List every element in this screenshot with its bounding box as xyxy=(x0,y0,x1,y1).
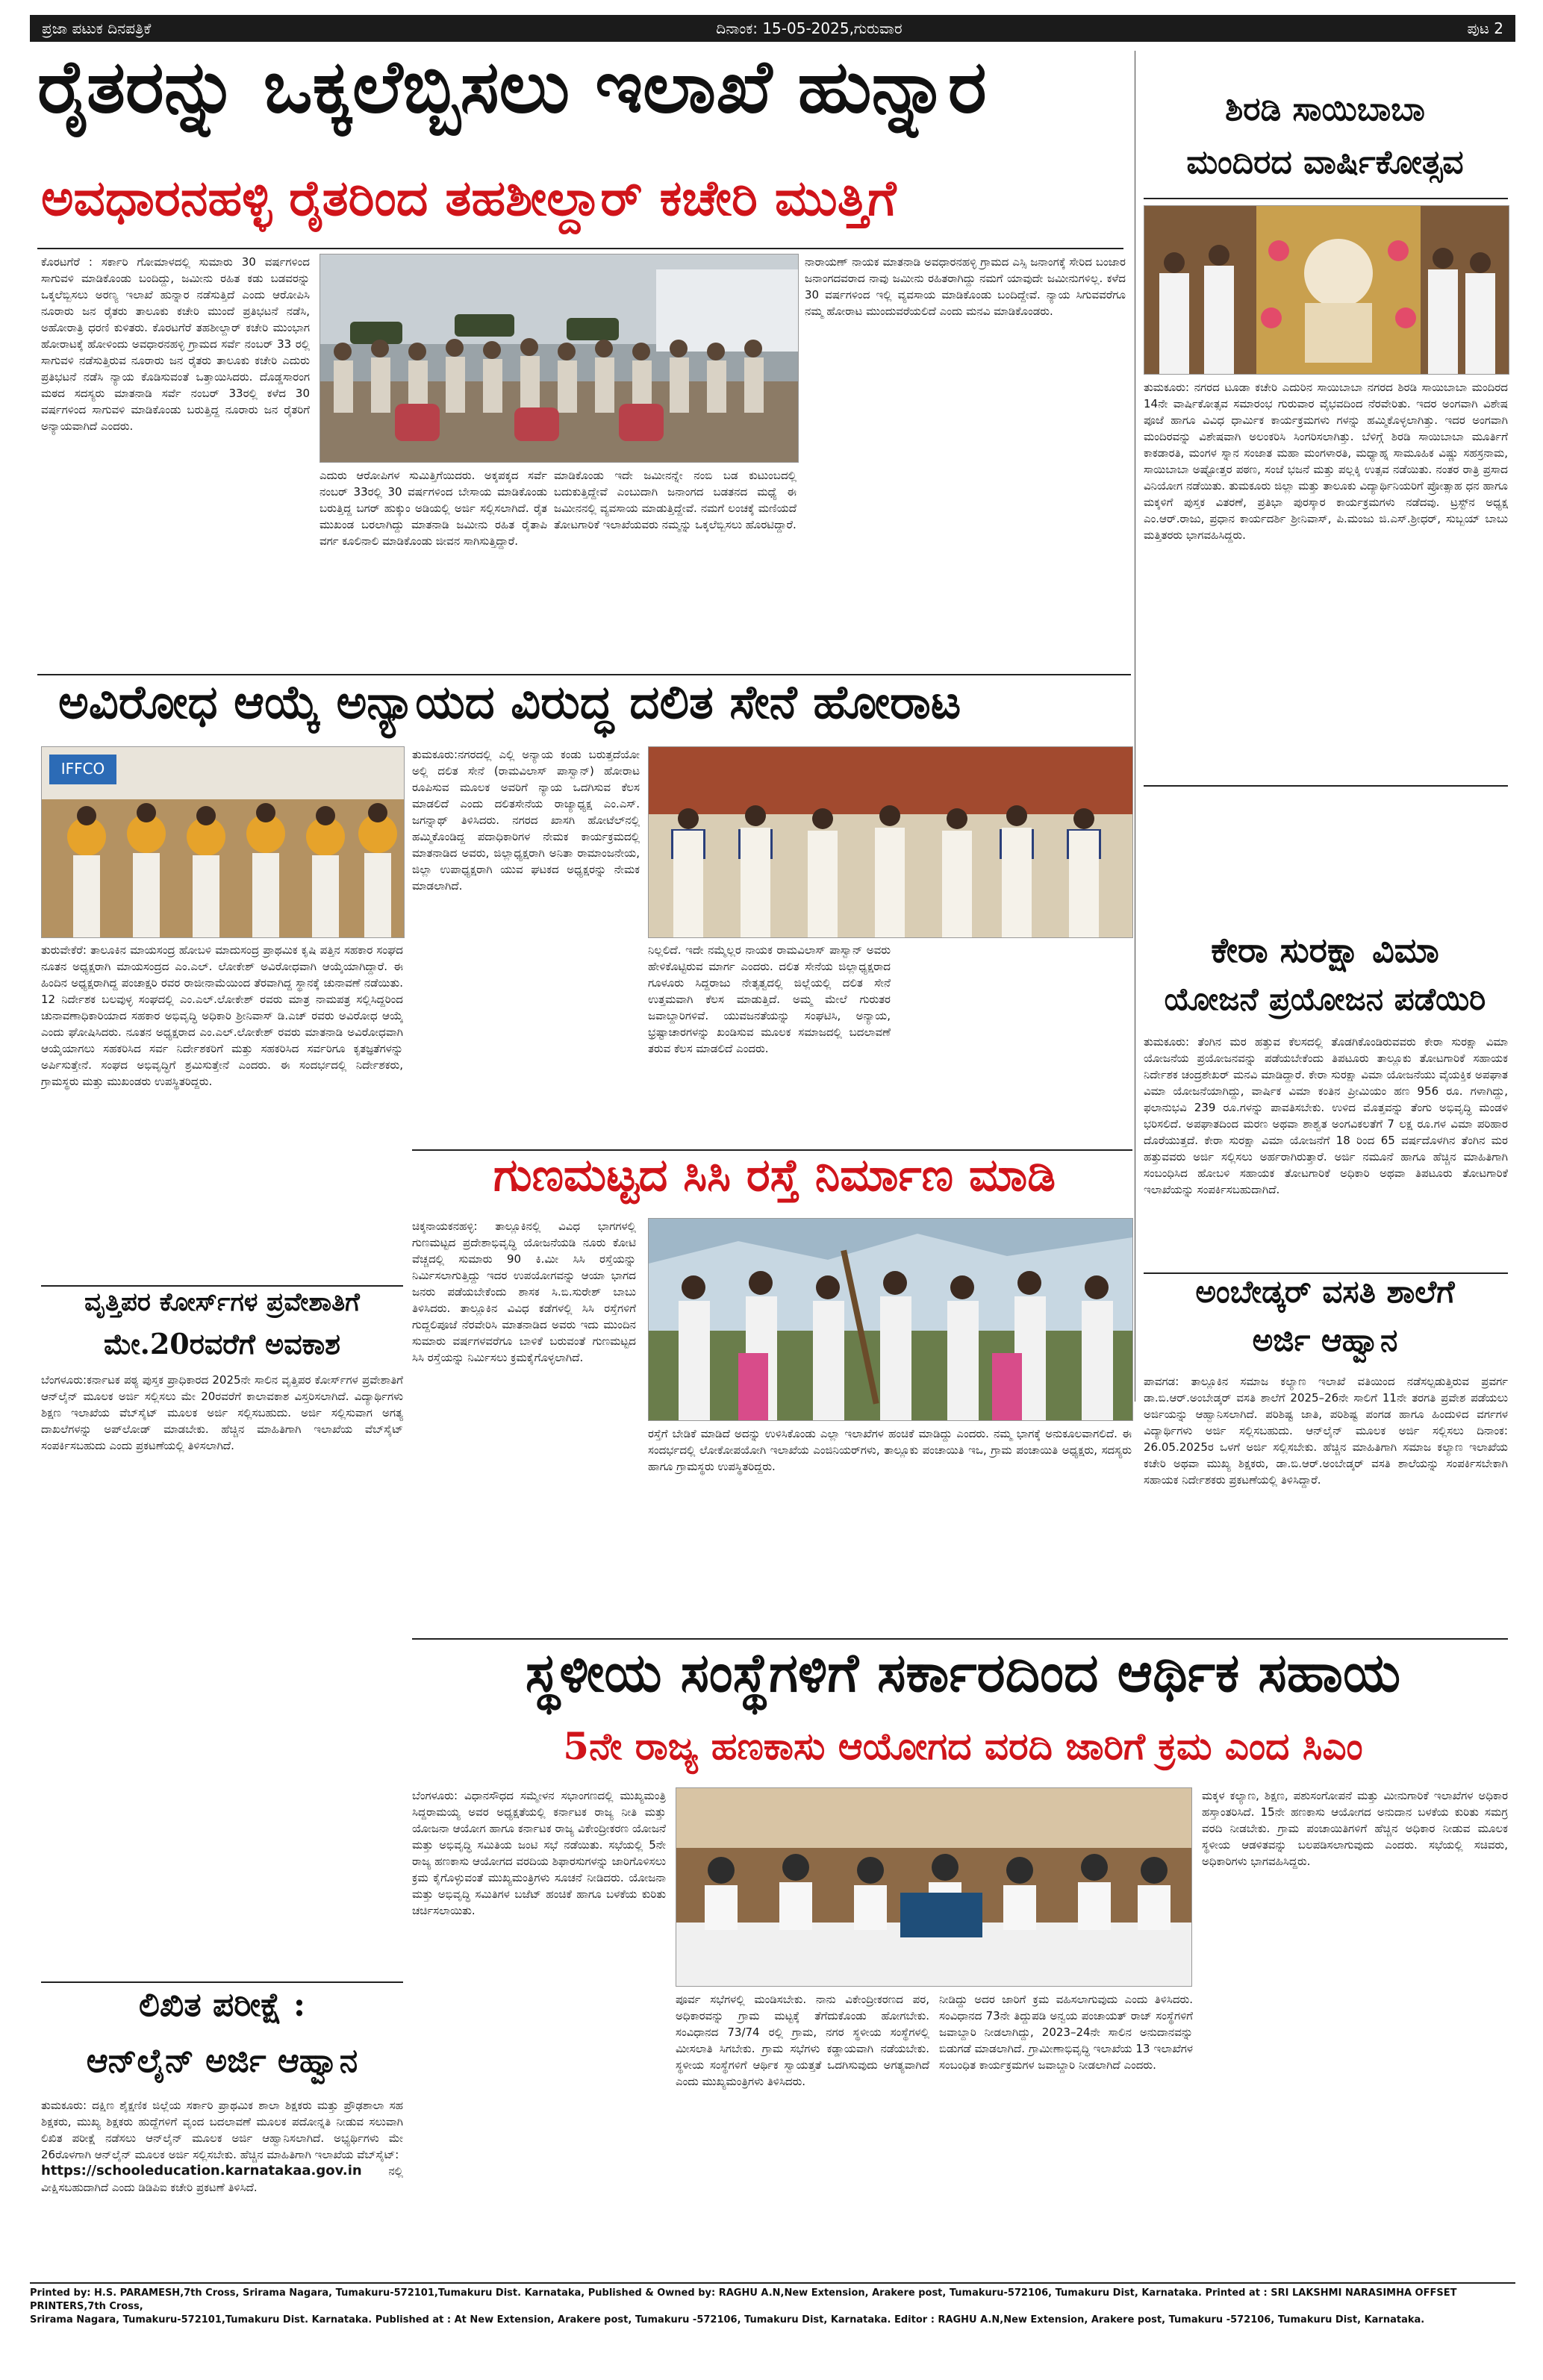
divider xyxy=(41,1285,403,1287)
felicitation-photo xyxy=(42,747,404,937)
local-column: ಪೂರ್ವ ಸಭೆಗಳಲ್ಲಿ ಮಂಡಿಸಬೇಕು. ನಾನು ವಿಕೇಂದ್ರೀಕರಣದ ಪರ, ಅಧಿಕಾರವನ್ನು ಗ್ರಾಮ ಮಟ್ಟಕ್ಕೆ ತೆಗೆದುಕೊಂಡು ಹೋಗಬೇಕು. ಸಂವಿಧಾನದ 73/74 ರಲ್ಲಿ ಗ್ರಾಮ, ನಗರ ಸ್ಥಳೀಯ ಸಂಸ್ಥೆಗಳಲ್ಲಿ ಮೀಸಲಾತಿ ಸಿಗಬೇಕು. ಗ್ರಾಮ ಸಭೆಗಳು ಕಡ್ಡಾಯವಾಗಿ ನಡೆಯಬೇಕು. ಸ್ಥಳೀಯ ಸಂಸ್ಥೆಗಳಿಗೆ ಆರ್ಥಿಕ ಸ್ವಾಯತ್ತತೆ ಒದಗಿಸುವುದು ಅಗತ್ಯವಾಗಿದೆ ಎಂದು ಮುಖ್ಯಮಂತ್ರಿಗಳು ತಿಳಿಸಿದರು. xyxy=(676,1993,929,2088)
divider xyxy=(412,1638,1508,1640)
sai-title-line2: ಮಂದಿರದ ವಾರ್ಷಿಕೋತ್ಸವ xyxy=(1186,146,1464,181)
story1-column: ನಾರಾಯಣ್ ನಾಯಕ ಮಾತನಾಡಿ ಅವಧಾರನಹಳ್ಳಿ ಗ್ರಾಮದ ಎಸ್ಸಿ ಜನಾಂಗಕ್ಕೆ ಸೇರಿದ ಬಂಜಾರ ಜನಾಂಗದವರಾದ ನಾವು ಜಮೀನು ರಹಿತರಾಗಿದ್ದು ನಮಗೆ ಯಾವುದೇ ಜಮೀನುಗಳಿಲ್ಲ. ಕಳೆದ 30 ವರ್ಷಗಳಿಂದ ಇಲ್ಲಿ ವ್ಯವಸಾಯ ಮಾಡಿಕೊಂಡು ಬಂದಿದ್ದೇವೆ. ನ್ಯಾಯ ಸಿಗುವವರೆಗೂ ನಮ್ಮ ಹೋರಾಟ ಮುಂದುವರೆಯಲಿದೆ ಎಂದು ಮನವಿ ಮಾಡಿಕೊಂಡರು. xyxy=(805,255,1126,318)
hostel-title-line2: ಅರ್ಜಿ ಆಹ್ವಾನ xyxy=(1252,1325,1398,1358)
sai-title-line1: ಶಿರಡಿ ಸಾಯಿಬಾಬಾ xyxy=(1225,93,1425,128)
imprint-line2: Srirama Nagara, Tumakuru-572101,Tumakuru Dist. Karnataka. Published at : At New Extension, Arakere post, Tumakuru -572106, Tumakuru Dist, Karnataka. Editor : RAGHU A.N,New Extension, Arakere post, Tumakuru -572106, Tumakuru Dist, Karnataka. xyxy=(30,2314,1425,2326)
cm-meeting-photo xyxy=(676,1788,1191,1986)
imprint-line1: Printed by: H.S. PARAMESH,7th Cross, Srirama Nagara, Tumakuru-572101,Tumakuru Dist. Karnataka, Published & Owned by: RAGHU A.N,New Extension, Arakere post, Tumakuru-572106, Tumakuru Dist, Karnataka. Printed at : SRI LAKSHMI NARASIMHA OFFSET PRINTERS,7th Cross, xyxy=(30,2287,1457,2312)
kera-article: ತುಮಕೂರು: ತೆಂಗಿನ ಮರ ಹತ್ತುವ ಕೆಲಸದಲ್ಲಿ ತೊಡಗಿಕೊಂಡಿರುವವರು ಕೇರಾ ಸುರಕ್ಷಾ ವಿಮಾ ಯೋಜನೆಯ ಪ್ರಯೋಜನವನ್ನು ಪಡೆಯಬೇಕೆಂದು ತಿಪಟೂರು ತಾಲ್ಲೂಕು ತೋಟಗಾರಿಕೆ ಸಹಾಯಕ ನಿರ್ದೇಶಕ ಚಂದ್ರಶೇಖರ್ ಮನವಿ ಮಾಡಿದ್ದಾರೆ. ಕೇರಾ ಸುರಕ್ಷಾ ವಿಮಾ ಯೋಜನೆಯು ವೈಯಕ್ತಿಕ ಅಪಘಾತ ವಿಮಾ ಯೋಜನೆಯಾಗಿದ್ದು, ವಾರ್ಷಿಕ ವಿಮಾ ಕಂತಿನ ಪ್ರೀಮಿಯಂ ಹಣ 956 ರೂ. ಗಳಾಗಿದ್ದು, ಫಲಾನುಭವಿ 239 ರೂ.ಗಳನ್ನು ಪಾವತಿಸಬೇಕು. ಉಳಿದ ಮೊತ್ತವನ್ನು ತೆಂಗು ಅಭಿವೃದ್ಧಿ ಮಂಡಳಿ ಭರಿಸಲಿದೆ. ಅಪಘಾತದಿಂದ ಮರಣ ಅಥವಾ ಶಾಶ್ವತ ಅಂಗವಿಕಲತೆಗೆ 7 ಲಕ್ಷ ರೂ.ಗಳ ವಿಮಾ ಪರಿಹಾರ ದೊರೆಯುತ್ತದೆ. ಕೇರಾ ಸುರಕ್ಷಾ ವಿಮಾ ಯೋಜನೆಗೆ 18 ರಿಂದ 65 ವರ್ಷದೊಳಗಿನ ತೆಂಗಿನ ಮರ ಹತ್ತುವವರು ಅರ್ಜಿ ಸಲ್ಲಿಸಲು ಅರ್ಹರಾಗಿರುತ್ತಾರೆ. ಅರ್ಜಿ ನಮೂನೆ ಹಾಗೂ ಹೆಚ್ಚಿನ ಮಾಹಿತಿಗಾಗಿ ಸಂಬಂಧಿಸಿದ ಹೋಬಳಿ ಸಹಾಯಕ ತೋಟಗಾರಿಕೆ ಅಧಿಕಾರಿ ಅಥವಾ ತಿಪಟೂರು ತೋಟಗಾರಿಕೆ ಇಲಾಖೆಯನ್ನು ಸಂಪರ್ಕಿಸಬಹುದಾಗಿದೆ. xyxy=(1144,1035,1508,1196)
story2-column: ತುಮಕೂರು:ನಗರದಲ್ಲಿ ಎಲ್ಲಿ ಅನ್ಯಾಯ ಕಂಡು ಬರುತ್ತದೆಯೋ ಅಲ್ಲಿ ದಲಿತ ಸೇನೆ (ರಾಮವಿಲಾಸ್ ಪಾಸ್ವಾನ್) ಹೋರಾಟ ರೂಪಿಸುವ ಮೂಲಕ ಅವರಿಗೆ ನ್ಯಾಯ ಒದಗಿಸುವ ಕೆಲಸ ಮಾಡಲಿದೆ ಎಂದು ದಲಿತಸೇನೆಯ ರಾಜ್ಯಾಧ್ಯಕ್ಷ ಎಂ.ಎಸ್. ಜಗನ್ನಾಥ್ ತಿಳಿಸಿದರು. ನಗರದ ಖಾಸಗಿ ಹೋಟೆಲ್‌ನಲ್ಲಿ ಹಮ್ಮಿಕೊಂಡಿದ್ದ ಪದಾಧಿಕಾರಿಗಳ ನೇಮಕ ಕಾರ್ಯಕ್ರಮದಲ್ಲಿ ಮಾತನಾಡಿದ ಅವರು, ಜಿಲ್ಲಾಧ್ಯಕ್ಷರಾಗಿ ಅನಿತಾ ರಾಮಾಂಜನೇಯ, ಜಿಲ್ಲಾ ಉಪಾಧ್ಯಕ್ಷರಾಗಿ ಯುವ ಘಟಕದ ಅಧ್ಯಕ್ಷರನ್ನು ನೇಮಕ ಮಾಡಲಾಗಿದೆ. xyxy=(412,748,640,893)
divider xyxy=(41,1981,403,1983)
road-photo xyxy=(648,1218,1133,1421)
exam-website-link[interactable]: https://schooleducation.karnatakaa.gov.in xyxy=(41,2163,362,2178)
divider xyxy=(1144,198,1508,199)
divider xyxy=(412,1149,1132,1151)
divider xyxy=(1144,1272,1508,1274)
divider xyxy=(30,2282,1515,2284)
road-column: ರಸ್ತೆಗೆ ಬೇಡಿಕೆ ಮಾಡಿದೆ ಅದನ್ನು ಉಳಿಸಿಕೊಂಡು ಎಲ್ಲಾ ಇಲಾಖೆಗಳ ಹಂಚಿಕೆ ಮಾಡಿದ್ದು ಎಂದರು. ನಮ್ಮ ಭಾಗಕ್ಕೆ ಅನುಕೂಲವಾಗಲಿದೆ. ಈ ಸಂದರ್ಭದಲ್ಲಿ ಲೋಕೋಪಯೋಗಿ ಇಲಾಖೆಯ ಎಂಜಿನಿಯರ್‌ಗಳು, ತಾಲ್ಲೂಕು ಪಂಚಾಯಿತಿ ಇಒ, ಗ್ರಾಮ ಪಂಚಾಯಿತಿ ಅಧ್ಯಕ್ಷರು, ಸದಸ್ಯರು ಹಾಗೂ ಗ್ರಾಮಸ್ಥರು ಉಪಸ್ಥಿತರಿದ್ದರು. xyxy=(648,1427,1132,1473)
story1-column: ಕೊರಟಗೆರೆ : ಸರ್ಕಾರಿ ಗೋಮಾಳದಲ್ಲಿ ಸುಮಾರು 30 ವರ್ಷಗಳಿಂದ ಸಾಗುವಳಿ ಮಾಡಿಕೊಂಡು ಬಂದಿದ್ದು, ಜಮೀನು ರಹಿತ ಕಡು ಬಡವರನ್ನು ಒಕ್ಕಲೆಬ್ಬಿಸಲು ಅರಣ್ಯ ಇಲಾಖೆ ಹುನ್ನಾರ ನಡೆಸುತ್ತಿದೆ ಎಂದು ಆರೋಪಿಸಿ ನೂರಾರು ಜನ ರೈತರು ತಾಲೂಕು ಕಚೇರಿ ಮುಂದೆ ಪ್ರತಿಭಟನೆ ನಡೆಸಿ, ಅಹೋರಾತ್ರಿ ಧರಣಿ ಕುಳಿತರು. ಕೊರಟಗೆರೆ ತಹಶೀಲ್ದಾರ್ ಕಚೇರಿ ಮುಂಭಾಗ ಹೋರಾಟಕ್ಕೆ ಹೋಳಿಂದು ಅವಧಾರನಹಳ್ಳಿ ಗ್ರಾಮದ ಸರ್ವೆ ನಂಬರ್ 33 ರಲ್ಲಿ ಸಾಗುವಳಿ ನಡೆಸುತ್ತಿರುವ ನೂರಾರು ಜನ ರೈತರು ತಾಲೂಕು ಕಚೇರಿ ಎದುರು ಪ್ರತಿಭಟನೆ ನಡೆಸಿ ನ್ಯಾಯ ಕೊಡಿಸುವಂತೆ ಒತ್ತಾಯಿಸಿದರು. ದೊಡ್ಡಸಾರಂಗ ಮಠದ ಸದಸ್ಯರು ಮಾತನಾಡಿ ಸರ್ವೆ ನಂಬರ್ 33ರಲ್ಲಿ ಕಳೆದ 30 ವರ್ಷಗಳಿಂದ ಸಾಗುವಳಿ ಮಾಡಿಕೊಂಡು ಬರುತ್ತಿದ್ದ ನೂರಾರು ಜನ ರೈತರಿಗೆ ಅನ್ಯಾಯವಾಗಿದೆ ಎಂದರು. xyxy=(41,255,310,433)
local-subhead: 5ನೇ ರಾಜ್ಯ ಹಣಕಾಸು ಆಯೋಗದ ವರದಿ ಜಾರಿಗೆ ಕ್ರಮ ಎಂದ ಸಿಎಂ xyxy=(563,1728,1363,1768)
exam-text-tail: ನಲ್ಲಿ ವೀಕ್ಷಿಸಬಹುದಾಗಿದೆ ಎಂದು ಡಿಡಿಪಿಐ ಕಚೇರಿ ಪ್ರಕಟಣೆ ತಿಳಿಸಿದೆ. xyxy=(41,2164,403,2194)
sai-article: ತುಮಕೂರು: ನಗರದ ಟೂಡಾ ಕಚೇರಿ ಎದುರಿನ ಸಾಯಿಬಾಬಾ ನಗರದ ಶಿರಡಿ ಸಾಯಿಬಾಬಾ ಮಂದಿರದ 14ನೇ ವಾರ್ಷಿಕೋತ್ಸವ ಸಮಾರಂಭ ಗುರುವಾರ ವೈಭವದಿಂದ ನೆರವೇರಿತು. ಇದರ ಅಂಗವಾಗಿ ವಿಶೇಷ ಪೂಜೆ ಹಾಗೂ ವಿವಿಧ ಧಾರ್ಮಿಕ ಕಾರ್ಯಕ್ರಮಗಳು ಗಳನ್ನು ಹಮ್ಮಿಕೊಳ್ಳಲಾಗಿತ್ತು. ಇದರ ಅಂಗವಾಗಿ ಮಂದಿರವನ್ನು ವಿಶೇಷವಾಗಿ ಅಲಂಕರಿಸಿ ಸಿಂಗರಿಸಲಾಗಿತ್ತು. ಬೆಳಿಗ್ಗೆ ಶಿರಡಿ ಸಾಯಿಬಾಬಾ ಮೂರ್ತಿಗೆ ಕಾಕಡಾರತಿ, ಮಂಗಳ ಸ್ನಾನ ಸಂಜಾತ ಮಹಾ ಮಂಗಳಾರತಿ, ಮಧ್ಯಾಹ್ನ ಸಾಮೂಹಿಕ ವಿಷ್ಣು ಸಹಸ್ರನಾಮ, ಸಾಯಿಬಾಬಾ ಅಷ್ಟೋತ್ತರ ಪಠಣ, ಸಂಜೆ ಭಜನೆ ಮತ್ತು ಪಲ್ಲಕ್ಕಿ ಉತ್ಸವ ನಡೆಯಿತು. ನಂತರ ರಾತ್ರಿ ಪ್ರಸಾದ ವಿನಿಯೋಗ ನಡೆಯಿತು. ತುಮಕೂರು ಜಿಲ್ಲಾ ಮತ್ತು ತಾಲೂಕು ವಿದ್ಯಾರ್ಥಿನಿಯರಿಗೆ ಪ್ರೋತ್ಸಾಹ ಧನ ಹಾಗೂ ಮಕ್ಕಳಿಗೆ ಪುಸ್ತಕ ವಿತರಣೆ, ಪ್ರತಿಭಾ ಪುರಸ್ಕಾರ ಕಾರ್ಯಕ್ರಮಗಳು ನಡೆದವು. ಟ್ರಸ್ಟ್‌ನ ಅಧ್ಯಕ್ಷ ಎಂ.ಆರ್.ರಾಜು, ಪ್ರಧಾನ ಕಾರ್ಯದರ್ಶಿ ಶ್ರೀನಿವಾಸ್, ಪಿ.ಮಂಜು ಜಿ.ಎಸ್.ಶ್ರೀಧರ್, ಸುಬ್ಬಯ್ ಬಾಬು ಮತ್ತಿತರರು ಭಾಗವಹಿಸಿದ್ದರು. xyxy=(1144,381,1508,542)
story1-subhead: ಅವಧಾರನಹಳ್ಳಿ ರೈತರಿಂದ ತಹಶೀಲ್ದಾರ್ ಕಚೇರಿ ಮುತ್ತಿಗೆ xyxy=(41,173,897,227)
story2-photo-left xyxy=(41,746,405,938)
training-article: ಬೆಂಗಳೂರು:ಕರ್ನಾಟಕ ಪಠ್ಯ ಪುಸ್ತಕ ಪ್ರಾಧಿಕಾರದ 2025ನೇ ಸಾಲಿನ ವೃತ್ತಿಪರ ಕೋರ್ಸ್‌ಗಳ ಪ್ರವೇಶಾತಿಗೆ ಆನ್‌ಲೈನ್ ಮೂಲಕ ಅರ್ಜಿ ಸಲ್ಲಿಸಲು ಮೇ 20ರವರೆಗೆ ಕಾಲಾವಕಾಶ ವಿಸ್ತರಿಸಲಾಗಿದೆ. ವಿದ್ಯಾರ್ಥಿಗಳು ಶಿಕ್ಷಣ ಇಲಾಖೆಯ ವೆಬ್‌ಸೈಟ್ ಮೂಲಕ ಅರ್ಜಿ ಸಲ್ಲಿಸಬಹುದು. ಅರ್ಜಿ ಸಲ್ಲಿಸುವಾಗ ಅಗತ್ಯ ದಾಖಲೆಗಳನ್ನು ಅಪ್‌ಲೋಡ್ ಮಾಡಬೇಕು. ಹೆಚ್ಚಿನ ಮಾಹಿತಿಗಾಗಿ ಇಲಾಖೆಯ ವೆಬ್‌ಸೈಟ್ ಸಂಪರ್ಕಿಸಬಹುದು ಎಂದು ಪ್ರಕಟಣೆಯಲ್ಲಿ ತಿಳಿಸಲಾಗಿದೆ. xyxy=(41,1373,403,1452)
hostel-article: ಪಾವಗಡ: ತಾಲ್ಲೂಕಿನ ಸಮಾಜ ಕಲ್ಯಾಣ ಇಲಾಖೆ ವತಿಯಿಂದ ನಡೆಸಲ್ಪಡುತ್ತಿರುವ ಪ್ರವರ್ಗ ಡಾ.ಬಿ.ಆರ್.ಅಂಬೇಡ್ಕರ್ ವಸತಿ ಶಾಲೆಗೆ 2025–26ನೇ ಸಾಲಿಗೆ 11ನೇ ತರಗತಿ ಪ್ರವೇಶ ಪಡೆಯಲು ಅರ್ಜಿಯನ್ನು ಆಹ್ವಾನಿಸಲಾಗಿದೆ. ಪರಿಶಿಷ್ಟ ಜಾತಿ, ಪರಿಶಿಷ್ಟ ಪಂಗಡ ಹಾಗೂ ಹಿಂದುಳಿದ ವರ್ಗಗಳ ವಿದ್ಯಾರ್ಥಿಗಳು ಅರ್ಜಿ ಸಲ್ಲಿಸಬಹುದು. ಆನ್‌ಲೈನ್ ಮೂಲಕ ಅರ್ಜಿ ಸಲ್ಲಿಸಲು ದಿನಾಂಕ: 26.05.2025ರ ಒಳಗೆ ಅರ್ಜಿ ಸಲ್ಲಿಸಬೇಕು. ಹೆಚ್ಚಿನ ಮಾಹಿತಿಗಾಗಿ ಸಮಾಜ ಕಲ್ಯಾಣ ಇಲಾಖೆಯ ಕಚೇರಿ ಅಥವಾ ಮುಖ್ಯ ಶಿಕ್ಷಕರು, ಡಾ.ಬಿ.ಆರ್.ಅಂಬೇಡ್ಕರ್ ವಸತಿ ಶಾಲೆಯನ್ನು ಸಂಪರ್ಕಿಸಬೇಕಾಗಿ ಸಹಾಯಕ ನಿರ್ದೇಶಕರು ಪ್ರಕಟಣೆಯಲ್ಲಿ ತಿಳಿಸಿದ್ದಾರೆ. xyxy=(1144,1375,1508,1487)
training-title-line2: ಮೇ.20ರವರೆಗೆ ಅವಕಾಶ xyxy=(104,1330,340,1361)
story2-photo-right xyxy=(648,746,1133,938)
issue-date: ದಿನಾಂಕ: 15-05-2025,ಗುರುವಾರ xyxy=(716,19,903,37)
local-photo xyxy=(676,1787,1192,1987)
paper-name: ಪ್ರಜಾ ಪಟುಕ ದಿನಪತ್ರಿಕೆ xyxy=(42,19,152,37)
sai-photo xyxy=(1144,205,1509,375)
story1-headline: ರೈತರನ್ನು ಒಕ್ಕಲೆಬ್ಬಿಸಲು ಇಲಾಖೆ ಹುನ್ನಾರ xyxy=(37,51,987,130)
local-column: ಬೆಂಗಳೂರು: ವಿಧಾನಸೌಧದ ಸಮ್ಮೇಳನ ಸಭಾಂಗಣದಲ್ಲಿ ಮುಖ್ಯಮಂತ್ರಿ ಸಿದ್ದರಾಮಯ್ಯ ಅವರ ಅಧ್ಯಕ್ಷತೆಯಲ್ಲಿ ಕರ್ನಾಟಕ ರಾಜ್ಯ ನೀತಿ ಮತ್ತು ಯೋಜನಾ ಆಯೋಗ ಹಾಗೂ ಕರ್ನಾಟಕ ರಾಜ್ಯ ವಿಕೇಂದ್ರೀಕರಣ ಯೋಜನೆ ಮತ್ತು ಅಭಿವೃದ್ಧಿ ಸಮಿತಿಯ ಜಂಟಿ ಸಭೆ ನಡೆಯಿತು. ಸಭೆಯಲ್ಲಿ 5ನೇ ರಾಜ್ಯ ಹಣಕಾಸು ಆಯೋಗದ ವರದಿಯ ಶಿಫಾರಸುಗಳನ್ನು ಜಾರಿಗೊಳಿಸಲು ಕ್ರಮ ಕೈಗೊಳ್ಳುವಂತೆ ಮುಖ್ಯಮಂತ್ರಿಗಳು ಸೂಚನೆ ನೀಡಿದರು. ಯೋಜನಾ ಮತ್ತು ಅಭಿವೃದ್ಧಿ ಸಮಿತಿಗಳ ಬಜೆಟ್ ಹಂಚಿಕೆ ಹಾಗೂ ಬಳಕೆಯ ಕುರಿತು ಚರ್ಚಿಸಲಾಯಿತು. xyxy=(412,1789,666,1917)
road-column: ಚಿಕ್ಕನಾಯಕನಹಳ್ಳಿ: ತಾಲ್ಲೂಕಿನಲ್ಲಿ ವಿವಿಧ ಭಾಗಗಳಲ್ಲಿ ಗುಣಮಟ್ಟದ ಪ್ರದೇಶಾಭಿವೃದ್ಧಿ ಯೋಜನೆಯಡಿ ನೂರು ಕೋಟಿ ವೆಚ್ಚದಲ್ಲಿ ಸುಮಾರು 90 ಕಿ.ಮೀ ಸಿಸಿ ರಸ್ತೆಯನ್ನು ನಿರ್ಮಿಸಲಾಗುತ್ತಿದ್ದು ಇದರ ಉಪಯೋಗವನ್ನು ಆಯಾ ಭಾಗದ ಜನರು ಪಡೆಯಬೇಕೆಂದು ಶಾಸಕ ಸಿ.ಬಿ.ಸುರೇಶ್ ಬಾಬು ತಿಳಿಸಿದರು. ತಾಲ್ಲೂಕಿನ ವಿವಿಧ ಕಡೆಗಳಲ್ಲಿ ಸಿಸಿ ರಸ್ತೆಗಳಿಗೆ ಗುದ್ದಲಿಪೂಜೆ ನೆರವೇರಿಸಿ ಮಾತನಾಡಿದ ಅವರು ಇದು ಮುಂದಿನ ಸುಮಾರು ವರ್ಷಗಳವರೆಗೂ ಬಾಳಿಕೆ ಬರುವಂತೆ ಗುಣಮಟ್ಟದ ಸಿಸಿ ರಸ್ತೆಯನ್ನು ನಿರ್ಮಿಸಲು ಕ್ರಮಕೈಗೊಳ್ಳಲಾಗಿದೆ. xyxy=(412,1219,636,1364)
page-number: ಪುಟ 2 xyxy=(1467,19,1503,37)
divider xyxy=(37,674,1131,675)
masthead-bar xyxy=(30,15,1515,42)
exam-text: ತುಮಕೂರು: ದಕ್ಷಿಣ ಶೈಕ್ಷಣಿಕ ಜಿಲ್ಲೆಯ ಸರ್ಕಾರಿ ಪ್ರಾಥಮಿಕ ಶಾಲಾ ಶಿಕ್ಷಕರು ಮತ್ತು ಪ್ರೌಢಶಾಲಾ ಸಹ ಶಿಕ್ಷಕರು, ಮುಖ್ಯ ಶಿಕ್ಷಕರು ಹುದ್ದೆಗಳಿಗೆ ವೃಂದ ಬದಲಾವಣೆ ಮೂಲಕ ಪದೋನ್ನತಿ ನೀಡುವ ಸಲುವಾಗಿ ಲಿಖಿತ ಪರೀಕ್ಷೆ ನಡೆಸಲು ಆನ್‌ಲೈನ್ ಮೂಲಕ ಅರ್ಜಿ ಆಹ್ವಾನಿಸಲಾಗಿದೆ. ಅಭ್ಯರ್ಥಿಗಳು ಮೇ 26ರೊಳಗಾಗಿ ಆನ್‌ಲೈನ್ ಮೂಲಕ ಅರ್ಜಿ ಸಲ್ಲಿಸಬೇಕು. ಹೆಚ್ಚಿನ ಮಾಹಿತಿಗಾಗಿ ಇಲಾಖೆಯ ವೆಬ್‌ಸೈಟ್: xyxy=(41,2099,403,2161)
training-title-line1: ವೃತ್ತಿಪರ ಕೋರ್ಸ್‌ಗಳ ಪ್ರವೇಶಾತಿಗೆ xyxy=(84,1290,360,1317)
local-column: ಮಕ್ಕಳ ಕಲ್ಯಾಣ, ಶಿಕ್ಷಣ, ಪಶುಸಂಗೋಪನೆ ಮತ್ತು ಮೀನುಗಾರಿಕೆ ಇಲಾಖೆಗಳ ಅಧಿಕಾರ ಹಸ್ತಾಂತರಿಸಿದೆ. 15ನೇ ಹಣಕಾಸು ಆಯೋಗದ ಅನುದಾನ ಬಳಕೆಯ ಕುರಿತು ಸಮಗ್ರ ವರದಿ ನೀಡಬೇಕು. ಗ್ರಾಮ ಪಂಚಾಯಿತಿಗಳಿಗೆ ಹೆಚ್ಚಿನ ಅಧಿಕಾರ ನೀಡುವ ಮೂಲಕ ಸ್ಥಳೀಯ ಆಡಳಿತವನ್ನು ಬಲಪಡಿಸಲಾಗುವುದು ಎಂದರು. ಸಭೆಯಲ್ಲಿ ಸಚಿವರು, ಅಧಿಕಾರಿಗಳು ಭಾಗವಹಿಸಿದ್ದರು. xyxy=(1202,1789,1508,1868)
local-column: ನೀಡಿದ್ದು ಅದರ ಜಾರಿಗೆ ಕ್ರಮ ವಹಿಸಲಾಗುವುದು ಎಂದು ತಿಳಿಸಿದರು. ಸಂವಿಧಾನದ 73ನೇ ತಿದ್ದುಪಡಿ ಅನ್ವಯ ಪಂಚಾಯತ್ ರಾಜ್ ಸಂಸ್ಥೆಗಳಿಗೆ ಜವಾಬ್ದಾರಿ ನೀಡಲಾಗಿದ್ದು, 2023–24ನೇ ಸಾಲಿನ ಅನುದಾನವನ್ನು ಬಿಡುಗಡೆ ಮಾಡಲಾಗಿದೆ. ಗ್ರಾಮೀಣಾಭಿವೃದ್ಧಿ ಇಲಾಖೆಯ 13 ಇಲಾಖೆಗಳ ಸಂಬಂಧಿತ ಕಾರ್ಯಕ್ರಮಗಳ ಜವಾಬ್ದಾರಿ ನೀಡಲಾಗಿದೆ ಎಂದರು. xyxy=(939,1993,1193,2072)
divider xyxy=(1144,785,1508,787)
protest-crowd-photo xyxy=(320,254,798,462)
dalita-sene-members-photo xyxy=(649,747,1132,937)
story1-column: ಮಾಡಿಕೊಂಡು ಇದೇ ಜಮೀನನ್ನೇ ನಂಬಿ ಬಡ ಕುಟುಂಬದಲ್ಲಿ ಬದುಕುತ್ತಿದ್ದೇವೆ ಎಂಬುದಾಗಿ ಜನಾಂಗದ ಬಡತನದ ಮಧ್ಯೆ ಈ ಜಮೀನನಲ್ಲಿ ವ್ಯವಸಾಯ ಮಾಡುತ್ತಿದ್ದೇವೆ. ನಮಗೆ ಲಂಚಕ್ಕೆ ಮಣಿಯದೆ ತೋಟಗಾರಿಕೆ ಇಲಾಖೆಯವರು ನಮ್ಮನ್ನು ಒಕ್ಕಲೆಬ್ಬಿಸಲು ಹೊರಟಿದ್ದಾರೆ. xyxy=(554,469,797,531)
local-headline: ಸ್ಥಳೀಯ ಸಂಸ್ಥೆಗಳಿಗೆ ಸರ್ಕಾರದಿಂದ ಆರ್ಥಿಕ ಸಹಾಯ xyxy=(525,1646,1401,1704)
story1-photo-caption: ಎದುರು ಆರೋಪಿಗಳ ಸುಮಿತ್ತಿಗೆಯಿದರು. ಅಕ್ಕಪಕ್ಕದ ಸರ್ವೆ ನಂಬರ್ 33ರಲ್ಲಿ 30 ವರ್ಷಗಳಿಂದ ಬೇಸಾಯ ಮಾಡಿಕೊಂಡು ಬರುತ್ತಿದ್ದ ಬಗರ್ ಹುಕ್ಕುಂ ಅಡಿಯಲ್ಲಿ ಅರ್ಜಿ ಸಲ್ಲಿಸಲಾಗಿದೆ. ರೈತ ಮುಖಂಡ ಬರಲಾಗಿದ್ದು ಮಾತನಾಡಿ ಜಮೀನು ರಹಿತ ರೈತಾಪಿ ವರ್ಗ ಕೂಲಿನಾಲಿ ಮಾಡಿಕೊಂಡು ಜೀವನ ಸಾಗಿಸುತ್ತಿದ್ದಾರೆ. xyxy=(319,469,547,548)
kera-title-line1: ಕೇರಾ ಸುರಕ್ಷಾ ವಿಮಾ xyxy=(1211,933,1439,970)
story2-headline: ಅವಿರೋಧ ಆಯ್ಕೆ ಅನ್ಯಾಯದ ವಿರುದ್ಧ ದಲಿತ ಸೇನೆ ಹೋರಾಟ xyxy=(58,679,961,729)
story2-column: ತುರುವೇಕೆರೆ: ತಾಲೂಕಿನ ಮಾಯಸಂದ್ರ ಹೋಬಳಿ ಮಾದುಸಂದ್ರ ಪ್ರಾಥಮಿಕ ಕೃಷಿ ಪತ್ತಿನ ಸಹಕಾರ ಸಂಘದ ನೂತನ ಅಧ್ಯಕ್ಷರಾಗಿ ಮಾಯಸಂದ್ರದ ಎಂ.ಎಲ್. ಲೋಕೇಶ್ ಅವಿರೋಧವಾಗಿ ಆಯ್ಕೆಯಾಗಿದ್ದಾರೆ. ಈ ಹಿಂದಿನ ಅಧ್ಯಕ್ಷರಾಗಿದ್ದ ಪಂಚಾಕ್ಷರಿ ರವರ ರಾಜೀನಾಮೆಯಿಂದ ತೆರವಾಗಿದ್ದ ಸ್ಥಾನಕ್ಕೆ ಚುನಾವಣೆ ನಡೆಯಿತು. 12 ನಿರ್ದೇಶಕ ಬಲವುಳ್ಳ ಸಂಘದಲ್ಲಿ ಎಂ.ಎಲ್.ಲೋಕೇಶ್ ರವರು ಮಾತ್ರ ನಾಮಪತ್ರ ಸಲ್ಲಿಸಿದ್ದರಿಂದ ಚುನಾವಣಾಧಿಕಾರಿಯಾದ ಸಹಕಾರ ಅಭಿವೃದ್ಧಿ ಅಧಿಕಾರಿ ಶ್ರೀನಿವಾಸ್ ಡಿ.ಎಚ್ ರವರು ಅವಿರೋಧ ಆಯ್ಕೆ ಎಂದು ಘೋಷಿಸಿದರು. ನೂತನ ಅಧ್ಯಕ್ಷರಾದ ಎಂ.ಎಲ್.ಲೋಕೇಶ್ ರವರು ಮಾತನಾಡಿ ಅವಿರೋಧವಾಗಿ ಆಯ್ಕೆಯಾಗಲು ಸಹಕರಿಸಿದ ಸರ್ವ ನಿರ್ದೇಶಕರಿಗೆ ಮತ್ತು ಸಹಕರಿಸಿದ ಸರ್ವರಿಗೂ ಕೃತಜ್ಞತೆಗಳನ್ನು ಅರ್ಪಿಸುತ್ತೇನೆ. ಸಂಘದ ಅಭಿವೃದ್ಧಿಗೆ ಶ್ರಮಿಸುತ್ತೇನೆ ಎಂದರು. ಈ ಸಂದರ್ಭದಲ್ಲಿ ನಿರ್ದೇಶಕರು, ಗ್ರಾಮಸ್ಥರು ಮತ್ತು ಮುಖಂಡರು ಉಪಸ್ಥಿತರಿದ್ದರು. xyxy=(41,943,403,1088)
divider xyxy=(37,248,1123,249)
imprint xyxy=(30,2287,1515,2326)
groundbreaking-ceremony-photo xyxy=(649,1219,1132,1420)
exam-title-line1: ಲಿಖಿತ ಪರೀಕ್ಷೆ : xyxy=(138,1989,306,2024)
story2-column: ನಿಲ್ಲಲಿದೆ. ಇದೇ ನಮ್ಮೆಲ್ಲರ ನಾಯಕ ರಾಮವಿಲಾಸ್ ಪಾಸ್ವಾನ್ ಅವರು ಹೇಳಿಕೊಟ್ಟಿರುವ ಮಾರ್ಗ ಎಂದರು. ದಲಿತ ಸೇನೆಯ ಜಿಲ್ಲಾಧ್ಯಕ್ಷರಾದ ಗೂಳೂರು ಸಿದ್ದರಾಜು ನೇತೃತ್ವದಲ್ಲಿ ಜಿಲ್ಲೆಯಲ್ಲಿ ದಲಿತ ಸೇನೆ ಉತ್ತಮವಾಗಿ ಕೆಲಸ ಮಾಡುತ್ತಿದೆ. ಅಮ್ಮ ಮೇಲೆ ಗುರುತರ ಜವಾಬ್ದಾರಿಗಳಿವೆ. ಯುವಜನತೆಯನ್ನು ಸಂಘಟಿಸಿ, ಅನ್ಯಾಯ, ಭ್ರಷ್ಟಾಚಾರಗಳನ್ನು ಖಂಡಿಸುವ ಮೂಲಕ ಸಮಾಜದಲ್ಲಿ ಬದಲಾವಣೆ ತರುವ ಕೆಲಸ ಮಾಡಲಿದೆ ಎಂದರು. xyxy=(648,943,891,1055)
hostel-title-line1: ಅಂಬೇಡ್ಕರ್ ವಸತಿ ಶಾಲೆಗೆ xyxy=(1195,1276,1455,1310)
temple-ceremony-photo xyxy=(1144,206,1509,374)
story1-photo xyxy=(319,254,799,463)
road-headline: ಗುಣಮಟ್ಟದ ಸಿಸಿ ರಸ್ತೆ ನಿರ್ಮಾಣ ಮಾಡಿ xyxy=(493,1153,1056,1202)
exam-title-line2: ಆನ್‌ಲೈನ್ ಅರ್ಜಿ ಆಹ್ವಾನ xyxy=(86,2045,358,2080)
exam-article xyxy=(41,2097,403,2250)
kera-title-line2: ಯೋಜನೆ ಪ್ರಯೋಜನ ಪಡೆಯಿರಿ xyxy=(1164,984,1486,1017)
svg-text:IFFCO: IFFCO xyxy=(60,760,105,778)
